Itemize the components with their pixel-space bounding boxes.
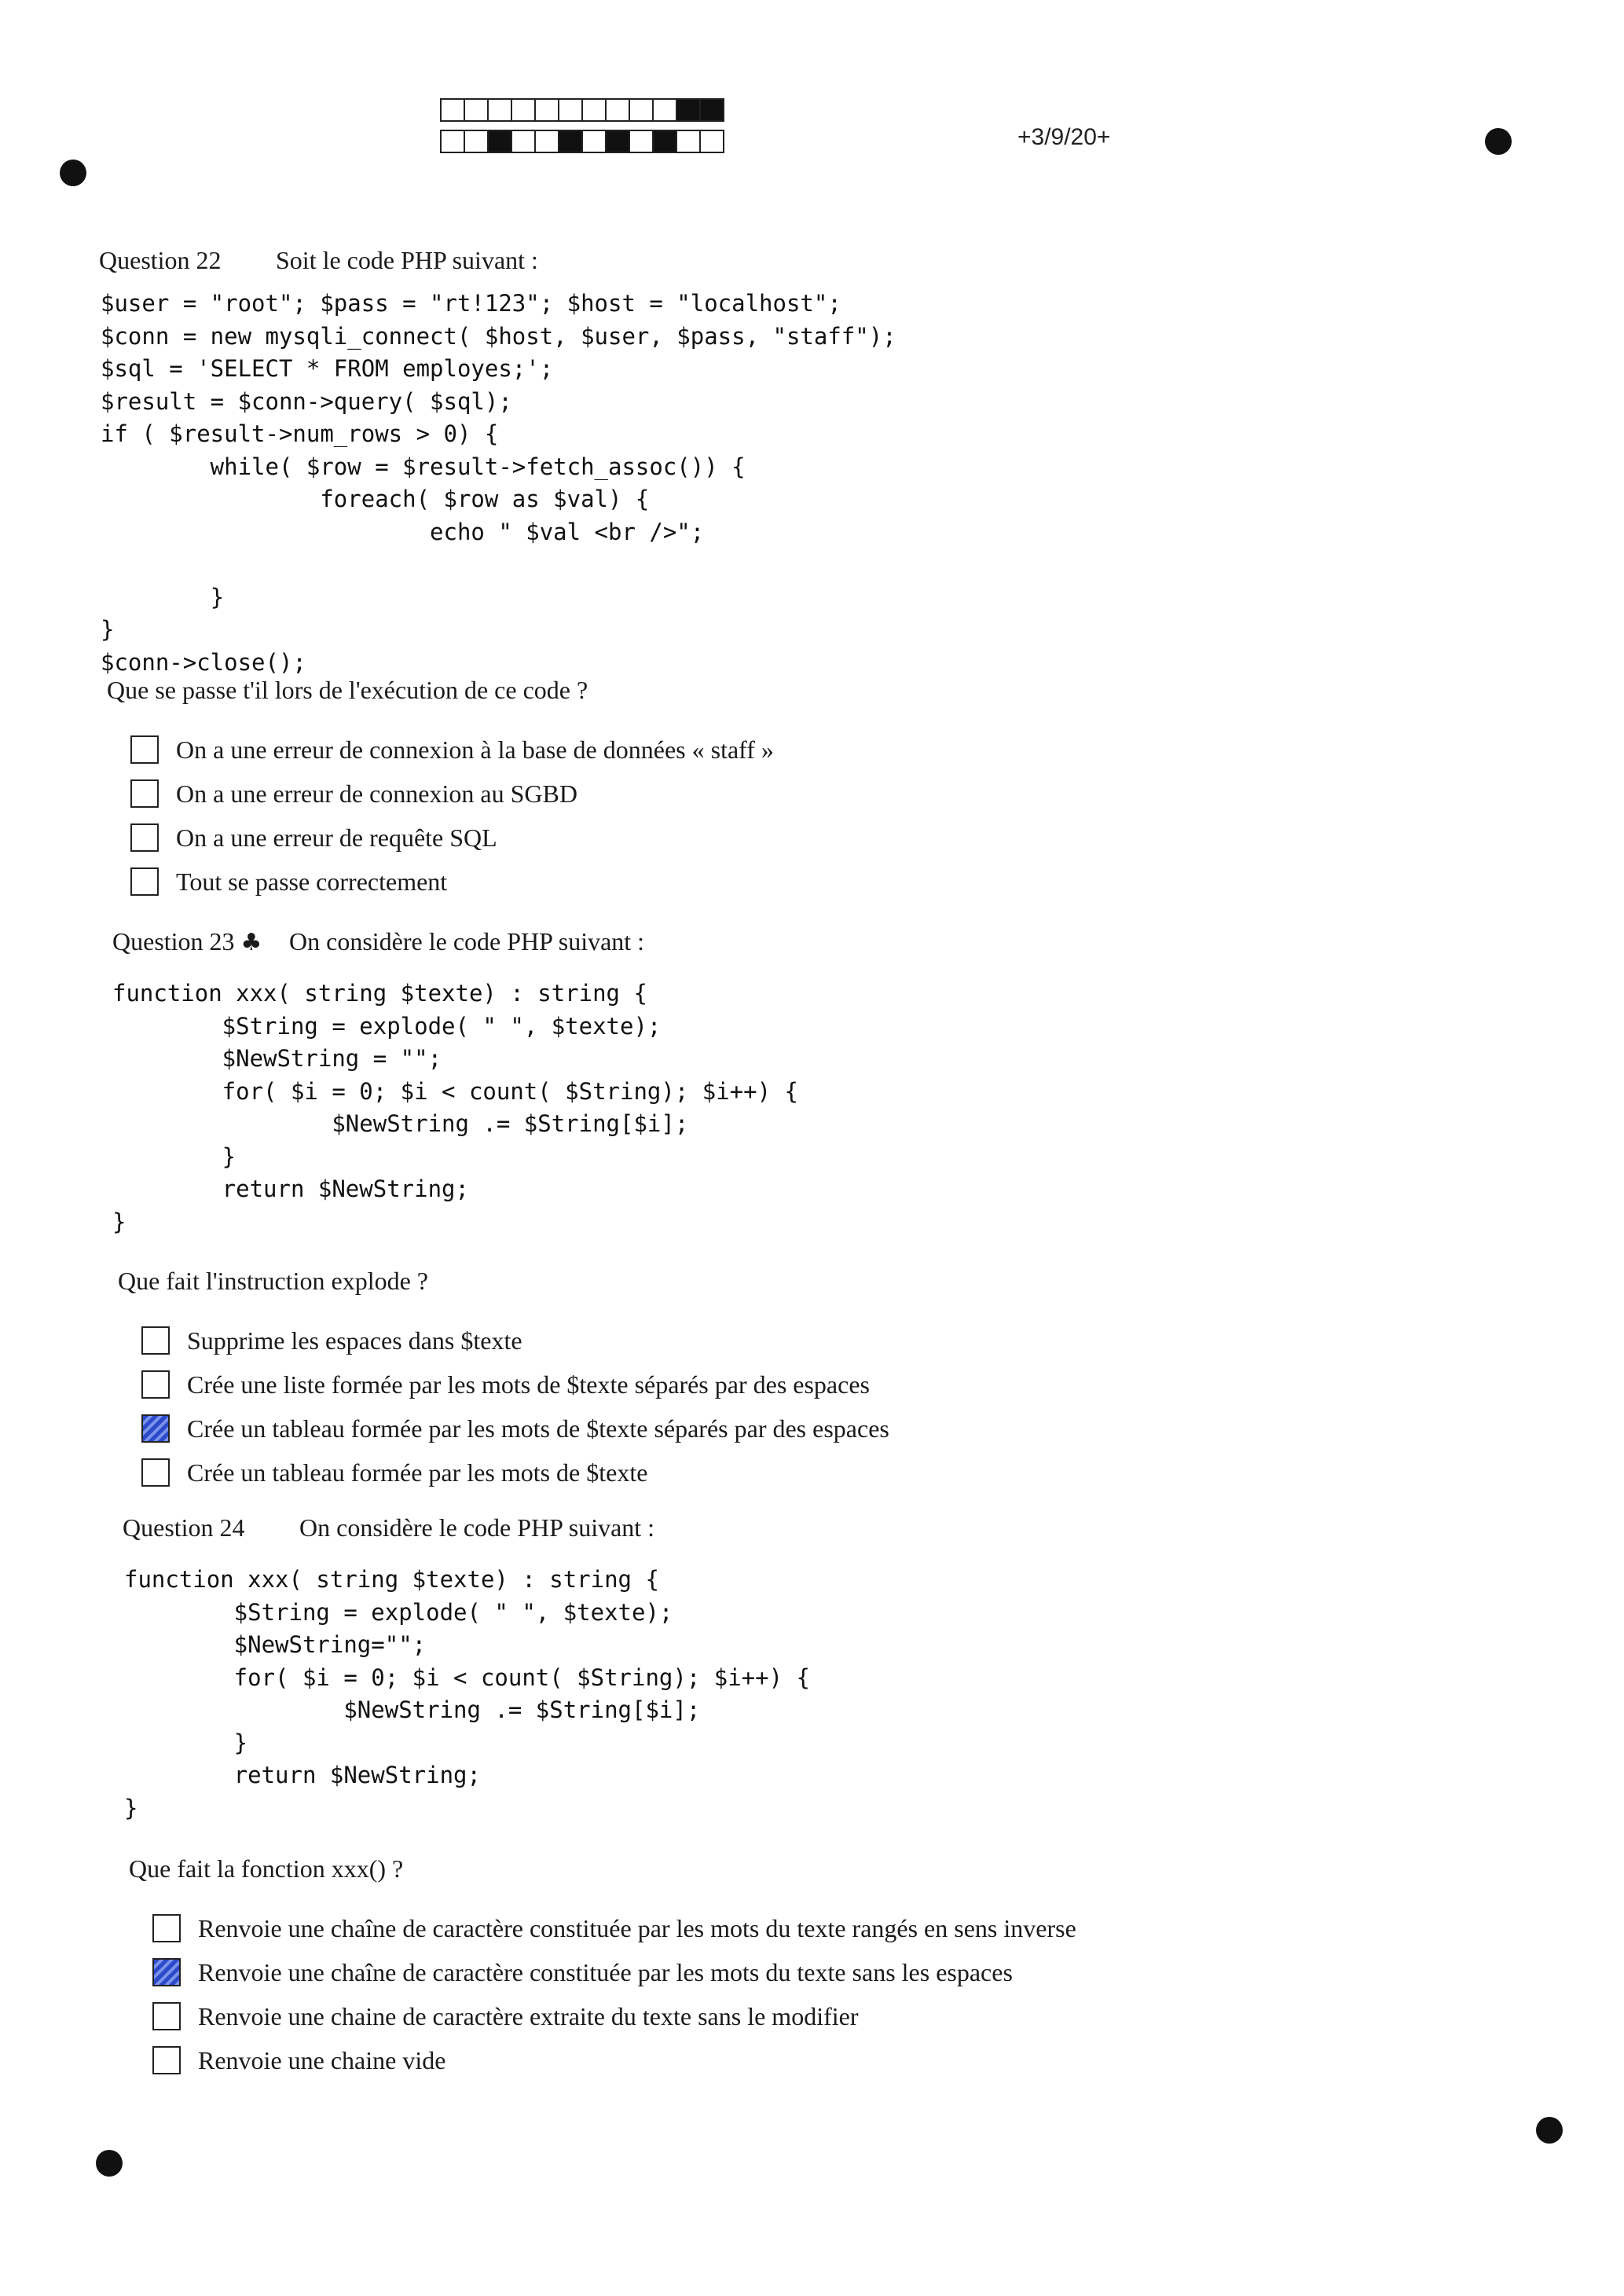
code-block: $user = "root"; $pass = "rt!123"; $host = "localhost"; $conn = new mysqli_connect( $host, $user, $pass, "staff"); $sql = 'SELECT * FROM employes;'; $result = $conn->query( $sql); if ( $result->num_rows > 0) { while( $row = $result->fetch_assoc()) { foreach( $row as $val) { echo " $val <br />"; } } $conn->close(); [101,290,896,676]
barcode-bottom-row [440,130,723,153]
answer-label: Crée une liste formée par les mots de $texte séparés par des espaces [187,1370,870,1399]
answer-choice[interactable] [141,1407,889,1451]
answer-checkbox[interactable] [130,867,159,896]
barcode-cell [464,130,489,153]
answer-label: Supprime les espaces dans $texte [187,1326,522,1355]
question-header [112,927,644,956]
answer-checkbox[interactable] [141,1458,170,1487]
registration-mark [1536,2117,1563,2144]
code-block: function xxx( string $texte) : string { $String = explode( " ", $texte); $NewString=""; for( $i = 0; $i < count( $String); $i++) { $NewString .= $String[$i]; } return $NewString; } [124,1566,810,1821]
question-intro: On considère le code PHP suivant : [299,1513,655,1542]
barcode-top-row [440,98,723,122]
answer-choices [141,1319,889,1495]
answer-checkbox[interactable] [152,1958,181,1986]
code-block: function xxx( string $texte) : string { $String = explode( " ", $texte); $NewString = ""; for( $i = 0; $i < count( $String); $i++) { $NewString .= $String[$i]; } return $NewString; } [112,980,798,1235]
answer-choice[interactable] [130,816,774,860]
answer-choice[interactable] [152,2038,1076,2082]
page-identifier: +3/9/20+ [1017,124,1111,150]
answer-checkbox[interactable] [141,1414,170,1443]
barcode-cell [652,98,677,122]
answer-choice[interactable] [152,1906,1076,1950]
answer-label: Renvoie une chaine de caractère extraite du texte sans le modifier [198,2001,859,2030]
registration-mark [60,160,86,186]
barcode-cell [676,130,701,153]
question-intro: Soit le code PHP suivant : [276,246,538,274]
barcode-cell [699,130,724,153]
answer-label: Renvoie une chaîne de caractère constituée par les mots du texte rangés en sens inverse [198,1913,1076,1942]
answer-choices [130,728,774,904]
question-number: Question 22 [99,246,222,274]
barcode-cell [440,98,465,122]
question-header [99,246,538,275]
answer-choice[interactable] [141,1451,889,1495]
answer-checkbox[interactable] [152,2002,181,2030]
question-prompt: Que fait la fonction xxx() ? [129,1854,404,1883]
answer-choice[interactable] [141,1363,889,1407]
answer-choice[interactable] [130,772,774,816]
barcode-cell [487,98,512,122]
answer-choice[interactable] [141,1319,889,1363]
answer-label: Crée un tableau formée par les mots de $texte [187,1458,648,1487]
answer-checkbox[interactable] [152,2046,181,2074]
barcode-cell [676,98,701,122]
answer-label: Crée un tableau formée par les mots de $texte séparés par des espaces [187,1414,889,1443]
answer-label: Renvoie une chaine vide [198,2045,446,2074]
answer-choice[interactable] [152,1994,1076,2038]
barcode-cell [534,98,559,122]
barcode-cell [605,98,630,122]
answer-checkbox[interactable] [141,1370,170,1399]
barcode-cell [534,130,559,153]
barcode-cell [581,98,607,122]
answer-label: On a une erreur de connexion au SGBD [176,779,577,808]
answer-choice[interactable] [130,860,774,904]
registration-mark [96,2150,123,2177]
answer-checkbox[interactable] [141,1326,170,1355]
answer-choices [152,1906,1076,2082]
barcode-cell [581,130,607,153]
answer-label: On a une erreur de requête SQL [176,823,497,852]
question-intro: On considère le code PHP suivant : [289,927,645,955]
question-prompt: Que fait l'instruction explode ? [118,1267,428,1295]
answer-label: Renvoie une chaîne de caractère constituée par les mots du texte sans les espaces [198,1957,1013,1986]
barcode-cell [487,130,512,153]
barcode-cell [558,98,583,122]
answer-choice[interactable] [152,1950,1076,1994]
answer-choice[interactable] [130,728,774,772]
question-prompt: Que se passe t'il lors de l'exécution de ce code ? [107,676,588,704]
question-number: Question 23 [112,927,235,955]
barcode-cell [511,98,536,122]
barcode-cell [440,130,465,153]
barcode-cell [699,98,724,122]
answer-label: On a une erreur de connexion à la base de données « staff » [176,735,774,764]
answer-checkbox[interactable] [130,823,159,852]
answer-label: Tout se passe correctement [176,867,448,896]
barcode-cell [464,98,489,122]
barcode-cell [629,98,654,122]
answer-checkbox[interactable] [130,779,159,808]
question-header [123,1513,654,1542]
barcode-cell [629,130,654,153]
barcode-cell [558,130,583,153]
answer-checkbox[interactable] [130,735,159,764]
barcode-cell [511,130,536,153]
club-icon: ♣ [240,929,262,956]
question-number: Question 24 [123,1513,245,1542]
barcode-cell [652,130,677,153]
answer-checkbox[interactable] [152,1914,181,1942]
registration-mark [1485,128,1512,155]
barcode-cell [605,130,630,153]
